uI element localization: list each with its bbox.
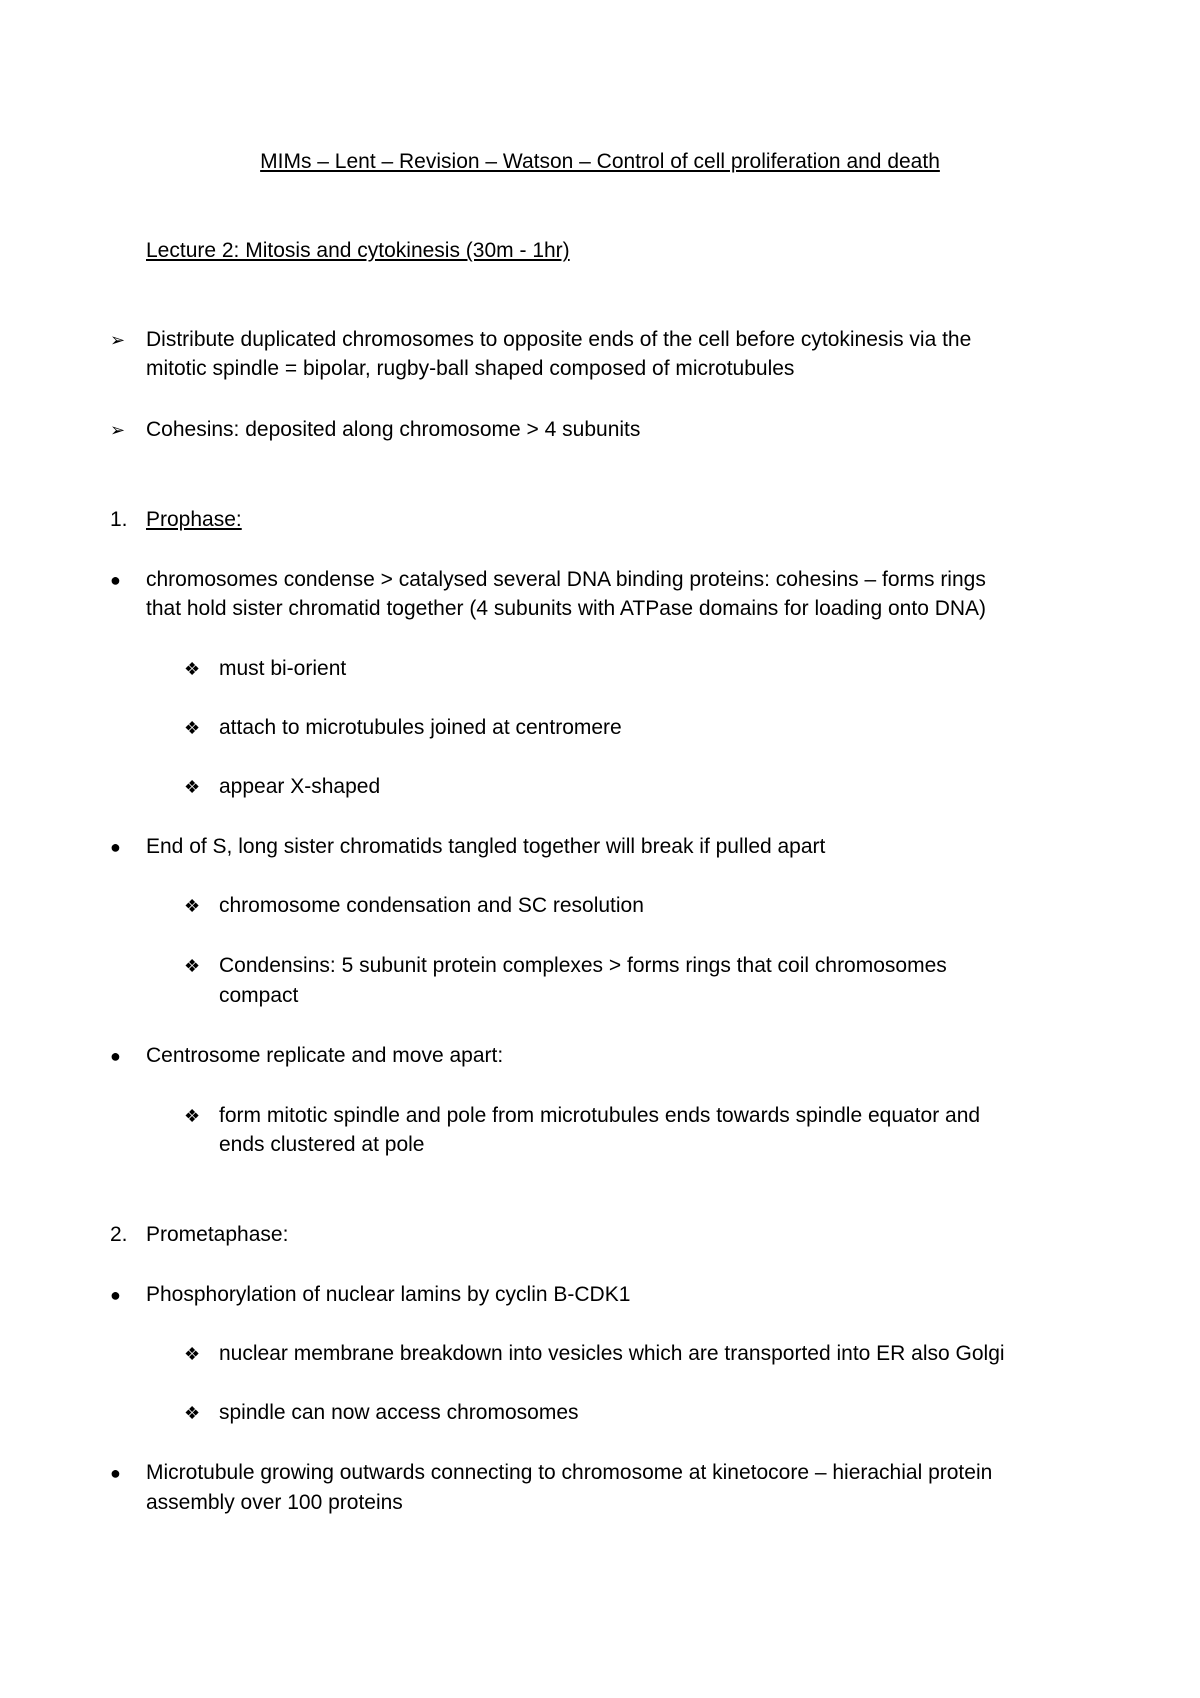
- bullet-line: Centrosome replicate and move apart:: [146, 1044, 504, 1067]
- diamond-bullet-icon: ❖: [184, 777, 201, 797]
- sub-bullet-line: form mitotic spindle and pole from microtubules ends towards spindle equator and: [219, 1104, 981, 1127]
- bullet-icon: ●: [110, 1285, 121, 1305]
- diamond-bullet-icon: ❖: [184, 1106, 201, 1126]
- bullet-icon: ●: [110, 1463, 121, 1483]
- sub-bullet-line: spindle can now access chromosomes: [219, 1401, 579, 1424]
- sub-bullet-line: attach to microtubules joined at centromere: [219, 716, 622, 739]
- intro-item-line: mitotic spindle = bipolar, rugby-ball shaped composed of microtubules: [146, 357, 795, 380]
- section-number: 2.: [110, 1223, 128, 1246]
- diamond-bullet-icon: ❖: [184, 956, 201, 976]
- bullet-line: chromosomes condense > catalysed several DNA binding proteins: cohesins – forms rings: [146, 568, 986, 591]
- diamond-bullet-icon: ❖: [184, 896, 201, 916]
- diamond-bullet-icon: ❖: [184, 1344, 201, 1364]
- arrow-bullet-icon: ➢: [110, 420, 126, 440]
- sub-bullet-line: must bi-orient: [219, 657, 347, 680]
- document-title: MIMs – Lent – Revision – Watson – Control of cell proliferation and death: [260, 150, 940, 173]
- section-heading: Prophase:: [146, 508, 242, 531]
- bullet-icon: ●: [110, 570, 121, 590]
- intro-item-line: Distribute duplicated chromosomes to opposite ends of the cell before cytokinesis via the: [146, 328, 972, 351]
- section-number: 1.: [110, 508, 128, 531]
- intro-item-line: Cohesins: deposited along chromosome > 4 subunits: [146, 418, 641, 441]
- bullet-line: that hold sister chromatid together (4 subunits with ATPase domains for loading onto DNA): [146, 597, 987, 620]
- diamond-bullet-icon: ❖: [184, 718, 201, 738]
- bullet-line: assembly over 100 proteins: [146, 1491, 403, 1514]
- section-heading: Prometaphase:: [146, 1223, 289, 1246]
- bullet-icon: ●: [110, 837, 121, 857]
- sub-bullet-line: ends clustered at pole: [219, 1133, 425, 1156]
- bullet-line: Microtubule growing outwards connecting to chromosome at kinetocore – hierachial protein: [146, 1461, 993, 1484]
- sub-bullet-line: chromosome condensation and SC resolution: [219, 894, 644, 917]
- bullet-line: Phosphorylation of nuclear lamins by cyclin B-CDK1: [146, 1283, 631, 1306]
- sub-bullet-line: appear X-shaped: [219, 775, 381, 798]
- bullet-icon: ●: [110, 1046, 121, 1066]
- sub-bullet-line: compact: [219, 984, 299, 1007]
- sub-bullet-line: Condensins: 5 subunit protein complexes > forms rings that coil chromosomes: [219, 954, 947, 977]
- arrow-bullet-icon: ➢: [110, 330, 126, 350]
- lecture-heading: Lecture 2: Mitosis and cytokinesis (30m - 1hr): [146, 239, 570, 262]
- diamond-bullet-icon: ❖: [184, 659, 201, 679]
- diamond-bullet-icon: ❖: [184, 1403, 201, 1423]
- bullet-line: End of S, long sister chromatids tangled together will break if pulled apart: [146, 835, 826, 858]
- sub-bullet-line: nuclear membrane breakdown into vesicles which are transported into ER also Golgi: [219, 1342, 1005, 1365]
